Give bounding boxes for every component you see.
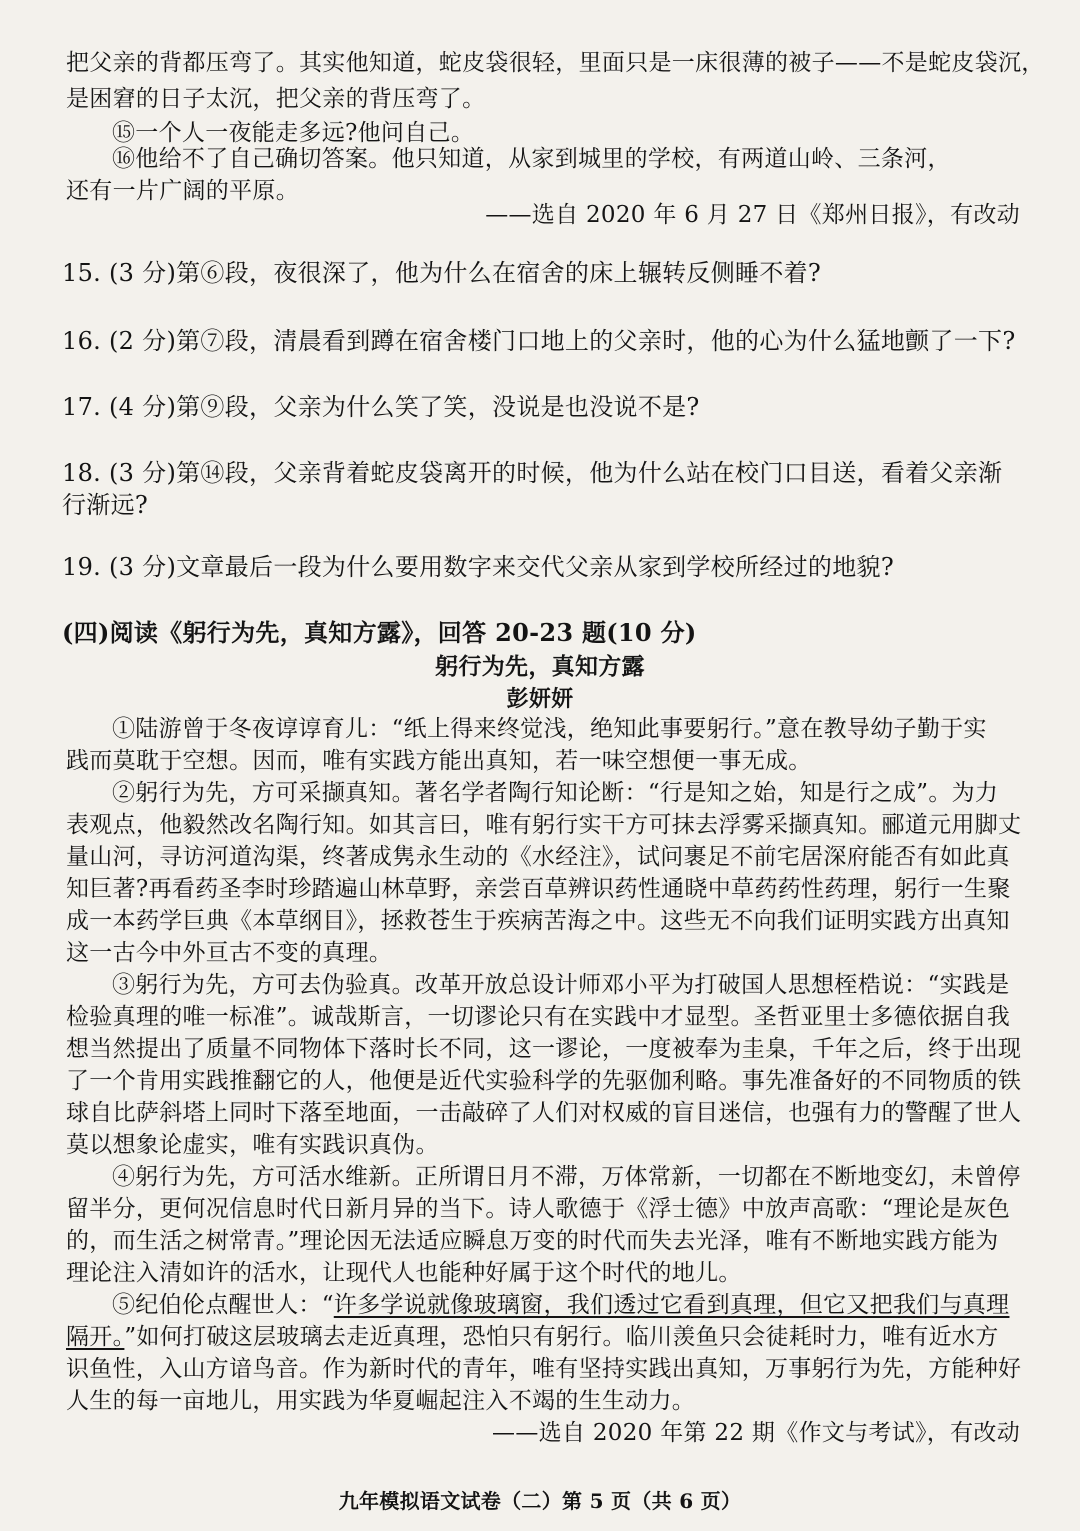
paragraph-3-line-6: 莫以想象论虚实，唯有实践识真伪。 xyxy=(66,1132,439,1158)
question-17: 17. (4 分)第⑨段，父亲为什么笑了笑，没说是也没说不是? xyxy=(62,393,700,421)
paragraph-1-line-1: ①陆游曾于冬夜谆谆育儿：“纸上得来终觉浅，绝知此事要躬行。”意在教导幼子勤于实 xyxy=(112,716,987,742)
paragraph-3-line-3: 想当然提出了质量不同物体下落时长不同，这一谬论，一度被奉为圭臬，千年之后，终于出现 xyxy=(66,1036,1022,1062)
paragraph-5-continuation: ”如何打破这层玻璃去走近真理，恐怕只有躬行。临川羡鱼只会徒耗时力，唯有近水方 xyxy=(124,1324,999,1350)
paragraph-5-line-1 xyxy=(112,1290,1040,1320)
paragraph-4-line-3: 的，而生活之树常青。”理论因无法适应瞬息万变的时代而失去光泽，唯有不断地实践方能为 xyxy=(66,1228,999,1254)
article-title: 躬行为先，真知方露 xyxy=(435,653,645,680)
paragraph-1-line-2: 践而莫耽于空想。因而，唯有实践方能出真知，若一味空想便一事无成。 xyxy=(66,748,812,774)
article-author: 彭妍妍 xyxy=(506,686,574,712)
article-source: ——选自 2020 年第 22 期《作文与考试》，有改动 xyxy=(492,1420,1020,1446)
paragraph-5-line-3: 识鱼性，入山方谙鸟音。作为新时代的青年，唯有坚持实践出真知，万事躬行为先，方能种好 xyxy=(66,1356,1022,1382)
story-line-1: 把父亲的背都压弯了。其实他知道，蛇皮袋很轻，里面只是一床很薄的被子——不是蛇皮袋沉， xyxy=(66,50,1045,76)
page-footer: 九年模拟语文试卷（二）第 5 页（共 6 页） xyxy=(338,1489,742,1513)
paragraph-2-line-2: 表观点，他毅然改名陶行知。如其言曰，唯有躬行实干方可抹去浮雾采撷真知。郦道元用脚丈 xyxy=(66,812,1022,838)
paragraph-3-line-4: 了一个肯用实践推翻它的人，他便是近代实验科学的先驱伽利略。事先准备好的不同物质的铁 xyxy=(66,1068,1022,1094)
paragraph-3-line-1: ③躬行为先，方可去伪验真。改革开放总设计师邓小平为打破国人思想桎梏说：“实践是 xyxy=(112,972,1010,998)
story-line-2: 是困窘的日子太沉，把父亲的背压弯了。 xyxy=(66,86,486,112)
question-15: 15. (3 分)第⑥段，夜很深了，他为什么在宿舍的床上辗转反侧睡不着? xyxy=(62,259,822,287)
paragraph-5-lead: ⑤纪伯伦点醒世人：“ xyxy=(112,1292,334,1318)
paragraph-4-line-2: 留半分，更何况信息时代日新月异的当下。诗人歌德于《浮士德》中放声高歌：“理论是灰色 xyxy=(66,1196,1011,1222)
section-4-header: (四)阅读《躬行为先，真知方露》，回答 20-23 题(10 分) xyxy=(62,618,697,647)
paragraph-5-line-2 xyxy=(66,1322,1040,1352)
question-19: 19. (3 分)文章最后一段为什么要用数字来交代父亲从家到学校所经过的地貌? xyxy=(62,553,894,581)
paragraph-5-line-4: 人生的每一亩地儿，用实践为华夏崛起注入不竭的生生动力。 xyxy=(66,1388,696,1414)
question-16: 16. (2 分)第⑦段，清晨看到蹲在宿舍楼门口地上的父亲时，他的心为什么猛地颤了一下? xyxy=(62,327,1016,355)
underlined-quote-part-1: 许多学说就像玻璃窗，我们透过它看到真理，但它又把我们与真理 xyxy=(333,1292,1010,1318)
question-18-line-1: 18. (3 分)第⑭段，父亲背着蛇皮袋离开的时候，他为什么站在校门口目送，看着父亲渐 xyxy=(62,459,1003,487)
paragraph-2-line-1: ②躬行为先，方可采撷真知。著名学者陶行知论断：“行是知之始，知是行之成”。为力 xyxy=(112,780,999,806)
question-18-line-2: 行渐远? xyxy=(62,491,149,519)
paragraph-2-line-5: 成一本药学巨典《本草纲目》，拯救苍生于疾病苦海之中。这些无不向我们证明实践方出真知 xyxy=(66,908,1010,934)
story-source: ——选自 2020 年 6 月 27 日《郑州日报》，有改动 xyxy=(485,202,1020,228)
story-paragraph-16: ⑯他给不了自己确切答案。他只知道，从家到城里的学校，有两道山岭、三条河， xyxy=(112,146,951,172)
paragraph-2-line-3: 量山河，寻访河道沟渠，终著成隽永生动的《水经注》，试问裹足不前宅居深府能否有如此真 xyxy=(66,844,1010,870)
story-paragraph-15: ⑮一个人一夜能走多远?他问自己。 xyxy=(112,120,475,146)
paragraph-3-line-2: 检验真理的唯一标准”。诚哉斯言，一切谬论只有在实践中才显型。圣哲亚里士多德依据自我 xyxy=(66,1004,1011,1030)
underlined-quote-part-2: 隔开。 xyxy=(66,1324,125,1350)
paragraph-2-line-4: 知巨著?再看药圣李时珍踏遍山林草野，亲尝百草辨识药性通晓中草药药性药理，躬行一生聚 xyxy=(66,876,1011,902)
paragraph-4-line-4: 理论注入清如许的活水，让现代人也能种好属于这个时代的地儿。 xyxy=(66,1260,742,1286)
paragraph-2-line-6: 这一古今中外亘古不变的真理。 xyxy=(66,940,393,966)
paragraph-4-line-1: ④躬行为先，方可活水维新。正所谓日月不滞，万体常新，一切都在不断地变幻，未曾停 xyxy=(112,1164,1021,1190)
story-line-5: 还有一片广阔的平原。 xyxy=(66,178,299,204)
paragraph-3-line-5: 球自比萨斜塔上同时下落至地面，一击敲碎了人们对权威的盲目迷信，也强有力的警醒了世人 xyxy=(66,1100,1022,1126)
